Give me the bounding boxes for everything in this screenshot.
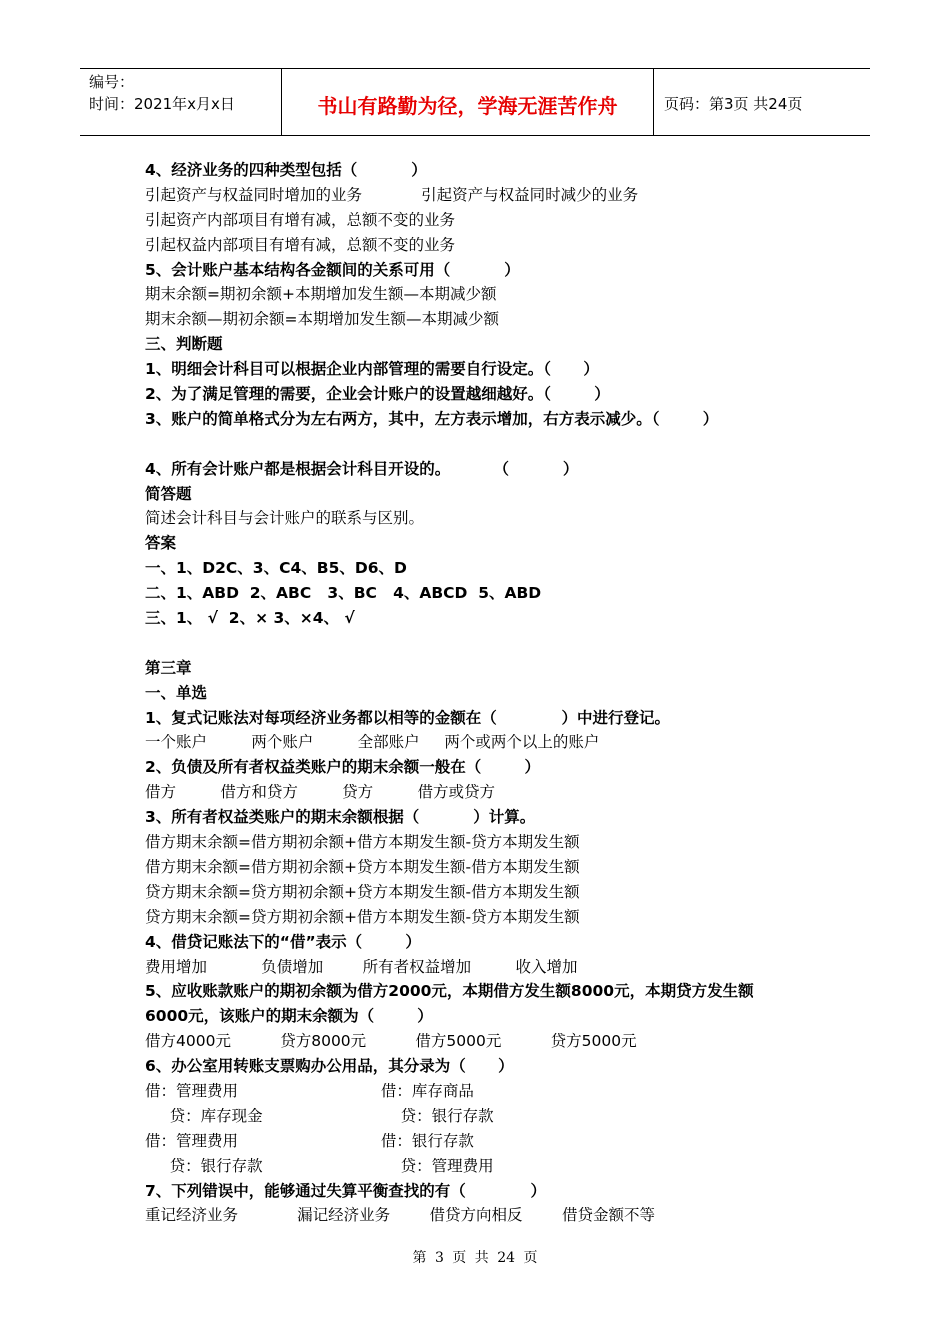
text-line: 一个账户 两个账户 全部账户 两个或两个以上的账户	[145, 733, 600, 752]
text-line: 3、账户的简单格式分为左右两方，其中，左方表示增加，右方表示减少。（ ）	[145, 409, 719, 428]
text-line: 一、1、D2C、3、C4、B5、D6、D	[145, 559, 407, 578]
text-line: 简答题	[145, 484, 192, 503]
text-line: 借方期末余额=借方期初余额+借方本期发生额-贷方本期发生额	[145, 833, 580, 852]
text-line: 4、所有会计账户都是根据会计科目开设的。 （ ）	[145, 459, 579, 478]
text-line: 2、为了满足管理的需要，企业会计账户的设置越细越好。（ ）	[145, 385, 610, 404]
text-line: 贷方期末余额=贷方期初余额+借方本期发生额-贷方本期发生额	[145, 907, 580, 926]
text-line: 重记经济业务 漏记经济业务 借贷方向相反 借贷金额不等	[145, 1206, 655, 1225]
text-line: 三、1、 √ 2、× 3、×4、 √	[145, 609, 355, 628]
text-line: 6000元，该账户的期末余额为（ ）	[145, 1007, 433, 1026]
text-line: 引起权益内部项目有增有减，总额不变的业务	[145, 235, 456, 254]
header-motto-cell	[282, 69, 654, 135]
page-footer: 第 3 页 共 24 页	[412, 1250, 538, 1266]
text-line: 4、经济业务的四种类型包括（ ）	[145, 161, 427, 179]
text-line: 7、下列错误中，能够通过失算平衡查找的有（ ）	[145, 1181, 547, 1200]
header-page-cell	[654, 69, 870, 135]
text-line: 第三章	[145, 658, 192, 677]
motto-text: 书山有路勤为径，学海无涯苦作舟	[317, 94, 618, 118]
text-line: 贷方期末余额=贷方期初余额+贷方本期发生额-借方本期发生额	[145, 882, 580, 901]
text-line: 4、借贷记账法下的“借”表示（ ）	[145, 932, 421, 951]
time-label: 时间：2021年x月x日	[89, 95, 235, 113]
text-line: 费用增加 负债增加 所有者权益增加 收入增加	[145, 957, 578, 976]
text-line: 二、1、ABD 2、ABC 3、BC 4、ABCD 5、ABD	[145, 584, 542, 603]
text-line: 5、应收账款账户的期初余额为借方2000元，本期借方发生额8000元，本期贷方发生额	[145, 982, 754, 1001]
page-label: 页码：第3页 共24页	[664, 95, 803, 113]
text-line: 期末余额=期初余额+本期增加发生额—本期减少额	[145, 285, 497, 304]
text-line	[145, 631, 825, 656]
page-header	[80, 68, 870, 136]
text-line: 引起资产与权益同时增加的业务 引起资产与权益同时减少的业务	[145, 185, 639, 204]
text-line: 借：管理费用 借：库存商品	[145, 1081, 474, 1100]
document-body	[145, 158, 825, 1228]
text-line: 借方 借方和贷方 贷方 借方或贷方	[145, 783, 496, 802]
text-line: 借方4000元 贷方8000元 借方5000元 贷方5000元	[145, 1032, 637, 1051]
text-line: 三、判断题	[145, 335, 223, 354]
text-line: 期末余额—期初余额=本期增加发生额—本期减少额	[145, 310, 499, 329]
text-line: 2、负债及所有者权益类账户的期末余额一般在（ ）	[145, 758, 540, 777]
text-line: 贷：库存现金 贷：银行存款	[145, 1106, 494, 1125]
text-line: 贷：银行存款 贷：管理费用	[145, 1156, 494, 1175]
text-line: 1、明细会计科目可以根据企业内部管理的需要自行设定。（ ）	[145, 360, 599, 379]
code-label: 编号：	[89, 73, 135, 91]
text-line: 借：管理费用 借：银行存款	[145, 1131, 474, 1150]
text-line: 5、会计账户基本结构各金额间的关系可用（ ）	[145, 260, 520, 279]
text-line: 6、办公室用转账支票购办公用品，其分录为（ ）	[145, 1057, 514, 1076]
text-line: 简述会计科目与会计账户的联系与区别。	[145, 509, 425, 528]
text-line	[145, 432, 825, 457]
text-line: 一、单选	[145, 683, 208, 702]
text-line: 引起资产内部项目有增有减，总额不变的业务	[145, 210, 456, 229]
header-info-cell	[80, 69, 282, 135]
text-line: 答案	[145, 534, 177, 553]
text-line: 借方期末余额=借方期初余额+贷方本期发生额-借方本期发生额	[145, 857, 580, 876]
text-line: 3、所有者权益类账户的期末余额根据（ ）计算。	[145, 808, 536, 827]
text-line: 1、复式记账法对每项经济业务都以相等的金额在（ ）中进行登记。	[145, 708, 671, 727]
